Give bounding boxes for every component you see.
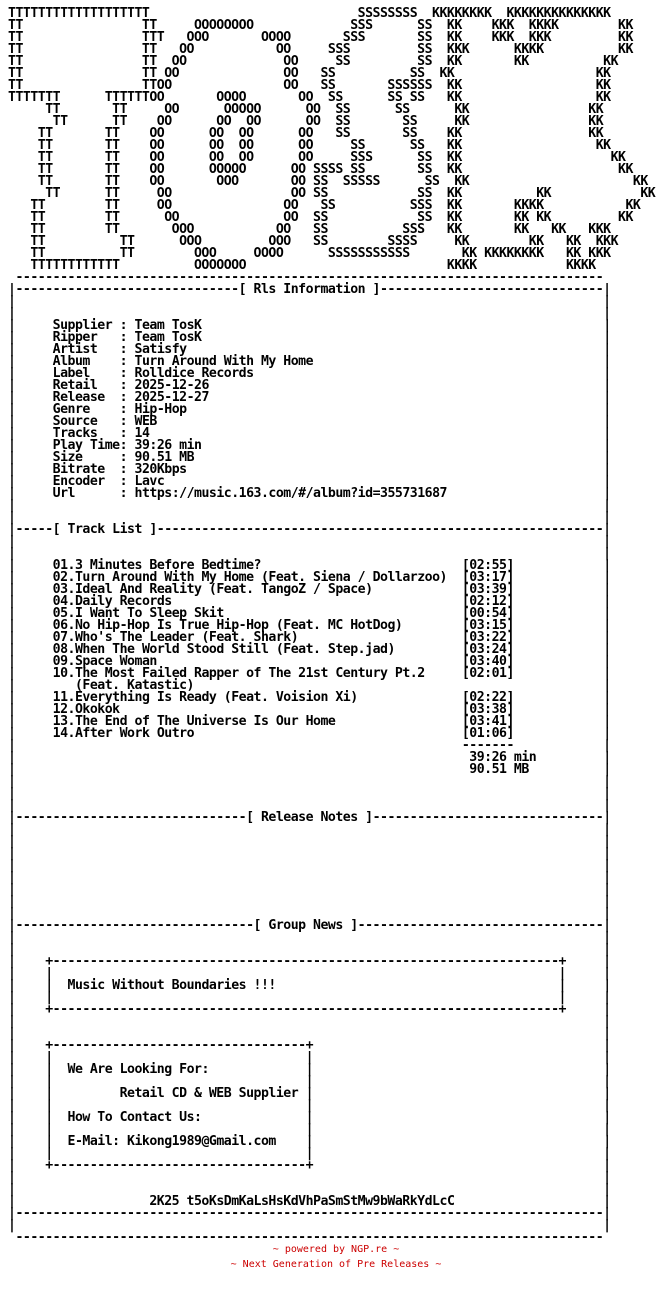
logo-art-line: TT TT OO OO SS SS KK KK KK [8,54,619,69]
field-value: Turn Around With My Home [134,354,314,369]
footer-powered-by: ~ powered by NGP.re ~ [272,1244,400,1255]
field-label: Album [52,354,120,369]
track-duration: [03:39] [461,582,514,597]
field-value: 320Kbps [134,462,187,477]
track-duration: [03:40] [461,654,514,669]
logo-art-line: TTTTTTTTTTTT OOOOOOO KKKK KKKK [8,258,596,273]
logo-art-line: TT TT OO OO OO OO SS SS KK KK [8,138,611,153]
logo-art-line: TT TT OOOOOOOO SSS SS KK KKK KKKK KK [8,18,633,33]
track-duration: [02:22] [461,690,514,705]
nfo-text: TTTTTTTTTTTTTTTTTTT SSSSSSSS KKKKKKKK KKKKKKKKKKKKKK TT TT OOOOOOOO SSS SS KK KKK KKKK KK TT TTT OOO OOOO SSS SS KK KKK KKK KK TT TT OO OO SSS SS KKK KKKK KK TT TT OO OO SS SS KK KK KK TT TT OO OO SS SS KK KK TT TTOO OO SS SSSSSS KK KK TTTTTTT TTTTTTOO OOOO OO SS SS SS KK KK TT TT OO OOOOO OO SS SS KK KK TT TT OO OO OO OO SS SS KK KK TT TT OO OO OO OO SS SS KK KK TT TT OO OO OO OO SS SS KK KK TT TT OO OO OO OO SSS SS KK KK TT TT OO OOOOO OO SSSS SS SS KK KK TT TT OO OOO OO SS SSSSS SS KK KK TT TT OO OO SS SS KK KK KK TT TT OO OO SS SSS KK KKKK KK TT TT OO OO SS SS KK KK KK KK TT TT OOO OO SS SSS KK KK KK KKK TT TT OOO OOO SS SSSS KK KK KK KKK TT TT OOO OOOO SSSSSSSSSSS KK KKKKKKKK KK KKK TTTTTTTTTTTT OOOOOOO KKKK KKKK ------------------------------------------------------------------------------- |------------------------------[ Rls Information ]------------------------------| | | | | | Supplier : Team TosK | | Ripper : Team TosK | | Artist : Satisfy | | Album : Turn Around With My Home | | Label : Rolldice Records | | Retail : 2025-12-26 | | Release : 2025-12-27 | | Genre : Hip-Hop | | Source : WEB | | Tracks : 14 | | Play Time: 39:26 min | | Size : 90.51 MB | | Bitrate : 320Kbps | | Encoder : Lavc | | Url : https://music.163.com/#/album?id=355731687 | | | | | |-----[ Track List ]------------------------------------------------------------| | | | | | 01.3 Minutes Before Bedtime? [02:55] | | 02.Turn Around With My Home (Feat. Siena / Dollarzoo) [03:17] | | 03.Ideal And Reality (Feat. TangoZ / Space) [03:39] | | 04.Daily Records [02:12] | | 05.I Want To Sleep Skit [00:54] | | 06.No Hip-Hop Is True Hip-Hop (Feat. MC HotDog) [03:15] | | 07.Who's The Leader (Feat. Shark) [03:22] | | 08.When The World Stood Still (Feat. Step.jad) [03:24] | | 09.Space Woman [03:40] | | 10.The Most Failed Rapper of The 21st Century Pt.2 [02:01] | | (Feat. Katastic) | | 11.Everything Is Ready (Feat. Voision Xi) [02:22] | | 12.Okokok [03:38] | | 13.The End of The Universe Is Our Home [03:41] | | 14.After Work Outro [01:06] | | ------- | | 39:26 min | | 90.51 MB | | | | | | | |-------------------------------[ Release Notes ]-------------------------------| | | | | | | | | | | | | | | | | |--------------------------------[ Group News ]---------------------------------| | | | | | +--------------------------------------------------------------------+ | | | | | | | Music Without Boundaries !!! | | | | | | | +--------------------------------------------------------------------+ | | | | | | +----------------------------------+ | | | | | | | We Are Looking For: | | | | | | | | Retail CD & WEB Supplier | | | | | | | | How To Contact Us: | | | | | | | | E-Mail: Kikong1989@Gmail.com | | | | | | | +----------------------------------+ | | | | | | 2K25 t5oKsDmKaLsHsKdVhPaSmStMw9bWaRkYdLcC | |-------------------------------------------------------------------------------| | | ------------------------------------------------------------------------------- [8,6,656,1245]
field-value: 39:26 min [134,438,202,453]
field-label: Genre [52,402,120,417]
track-title: I Want To Sleep Skit [74,606,224,621]
track-title: No Hip-Hop Is True Hip-Hop (Feat. MC HotDog) [74,618,403,633]
logo-art-line: TT TT OOO OO SS SSS KK KK KK KKK [8,222,611,237]
track-duration: [03:41] [461,714,514,729]
track-number: 10 [52,666,68,681]
logo-art-line: TT TTOO OO SS SSSSSS KK KK [8,78,611,93]
section-header: [ Group News ] [253,918,358,933]
motto-text: Music Without Boundaries !!! [67,978,276,993]
field-value: WEB [134,414,157,429]
track-number: 11 [52,690,68,705]
track-duration: [03:15] [461,618,514,633]
field-label: Supplier [52,318,120,333]
track-duration: [02:01] [461,666,514,681]
track-title: Everything Is Ready (Feat. Voision Xi) [74,690,358,705]
track-title: Turn Around With My Home (Feat. Siena / Dollarzoo) [74,570,447,585]
field-label: Release [52,390,120,405]
contact-email: E-Mail: Kikong1989@Gmail.com [67,1134,276,1149]
group-signature: 2K25 t5oKsDmKaLsHsKdVhPaSmStMw9bWaRkYdLcC [149,1194,455,1209]
field-label: Play Time [52,438,120,453]
track-number: 08 [52,642,68,657]
logo-art-line: TT TT OO OOOOO OO SS SS KK KK [8,102,604,117]
track-number: 03 [52,582,68,597]
looking-for-item: Retail CD & WEB Supplier [119,1086,299,1101]
logo-art-line: TT TT OO OO SS SSS KK KKKK KK [8,198,641,213]
field-label: Artist [52,342,120,357]
track-title: Okokok [74,702,120,717]
logo-art-line: TT TT OO OOOOO OO SSSS SS SS KK KK [8,162,633,177]
track-number: 01 [52,558,68,573]
track-number: 02 [52,570,68,585]
field-label: Source [52,414,120,429]
total-playtime: 39:26 min [469,750,537,765]
track-duration: [00:54] [461,606,514,621]
field-value: Satisfy [134,342,187,357]
track-duration: [03:22] [461,630,514,645]
track-duration: [03:38] [461,702,514,717]
field-value: 2025-12-27 [134,390,209,405]
track-title: Space Woman [74,654,157,669]
field-value: 14 [134,426,150,441]
logo-art-line: TT TT OO OO SS SS KK KK KK [8,186,656,201]
track-title: The Most Failed Rapper of The 21st Century Pt.2 [74,666,425,681]
track-title: Daily Records [74,594,172,609]
logo-art-line: TT TT OO OO OO OO SS SS KK KK [8,126,604,141]
track-number: 06 [52,618,68,633]
track-title: The End of The Universe Is Our Home [74,714,336,729]
track-duration: [03:17] [461,570,514,585]
field-label: Retail [52,378,120,393]
field-value: Rolldice Records [134,366,254,381]
logo-art-line: TT TTT OOO OOOO SSS SS KK KKK KKK KK [8,30,633,45]
field-value: 2025-12-26 [134,378,209,393]
logo-art-line: TTTTTTT TTTTTTOO OOOO OO SS SS SS KK KK [8,90,611,105]
track-duration: [03:24] [461,642,514,657]
logo-art-line: TT TT OO OO OO OO SSS SS KK KK [8,150,626,165]
logo-art-line: TT TT OO OO SSS SS KKK KKKK KK [8,42,633,57]
section-header: [ Track List ] [52,522,157,537]
field-value: 90.51 MB [134,450,195,465]
track-number: 13 [52,714,68,729]
field-label: Size [52,450,120,465]
field-label: Label [52,366,120,381]
contact-heading: How To Contact Us: [67,1110,202,1125]
track-number: 07 [52,630,68,645]
looking-for-heading: We Are Looking For: [67,1062,209,1077]
field-value: https://music.163.com/#/album?id=355731687 [134,486,447,501]
track-title: Ideal And Reality (Feat. TangoZ / Space) [74,582,373,597]
logo-art-line: TT TT OOO OOOO SSSSSSSSSSS KK KKKKKKKK KK KKK [8,246,611,261]
logo-art-line: TT TT OO OOO OO SS SSSSS SS KK KK [8,174,648,189]
track-title-continued: (Feat. Katastic) [74,678,195,693]
field-value: Lavc [134,474,165,489]
field-label: Url [52,486,120,501]
track-title: After Work Outro [74,726,195,741]
logo-art-line: TT TT OOO OOO SS SSSS KK KK KK KKK [8,234,619,249]
track-number: 09 [52,654,68,669]
total-size: 90.51 MB [469,762,529,777]
track-title: Who's The Leader (Feat. Shark) [74,630,299,645]
field-label: Encoder [52,474,120,489]
field-value: Team TosK [134,330,202,345]
track-duration: [02:55] [461,558,514,573]
section-header: [ Rls Information ] [238,282,380,297]
field-label: Ripper [52,330,120,345]
field-value: Hip-Hop [134,402,187,417]
logo-art-line: TT TT OO OO OO OO SS SS KK KK [8,114,604,129]
section-header: [ Release Notes ] [246,810,373,825]
footer-tagline: ~ Next Generation of Pre Releases ~ [230,1259,442,1270]
track-number: 14 [52,726,68,741]
field-label: Tracks [52,426,120,441]
field-value: Team TosK [134,318,202,333]
track-title: When The World Stood Still (Feat. Step.jad) [74,642,395,657]
track-number: 12 [52,702,68,717]
track-number: 05 [52,606,68,621]
logo-art-line: TTTTTTTTTTTTTTTTTTT SSSSSSSS KKKKKKKK KKKKKKKKKKKKKK [8,6,611,21]
track-duration: [01:06] [461,726,514,741]
logo-art-line: TT TT OO OO SS SS KK KK [8,66,611,81]
track-title: 3 Minutes Before Bedtime? [74,558,261,573]
logo-art-line: TT TT OO OO SS SS KK KK KK KK [8,210,633,225]
field-label: Bitrate [52,462,120,477]
track-duration: [02:12] [461,594,514,609]
track-number: 04 [52,594,68,609]
